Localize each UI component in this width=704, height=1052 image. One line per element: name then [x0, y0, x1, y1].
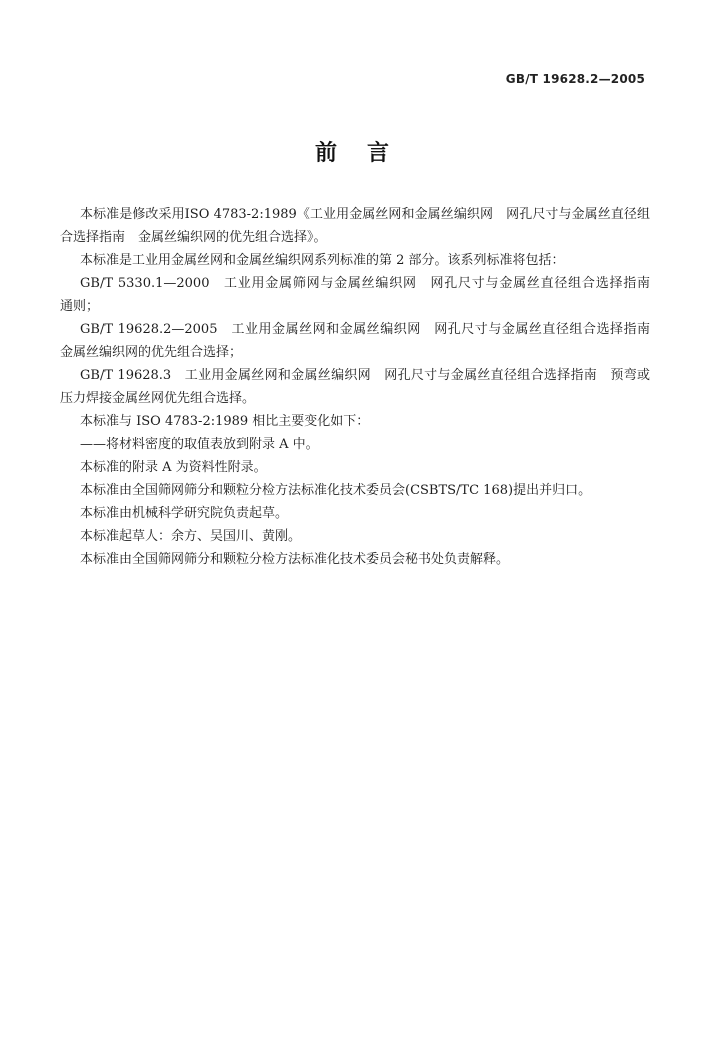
paragraph-change-item: ——将材料密度的取值表放到附录 A 中。: [80, 437, 319, 452]
paragraph-series-part-2: GB/T 19628.2—2005 工业用金属丝网和金属丝编织网 网孔尺寸与金属丝直径组合选择指南 金属丝编织网的优先组合选择；: [60, 322, 664, 360]
paragraph-proposer: 本标准由全国筛网筛分和颗粒分检方法标准化技术委员会(CSBTS/TC 168)提出并归口。: [80, 483, 592, 498]
paragraph-changes-intro: 本标准与 ISO 4783-2:1989 相比主要变化如下：: [80, 414, 370, 429]
paragraph-interpretation: 本标准由全国筛网筛分和颗粒分检方法标准化技术委员会秘书处负责解释。: [80, 552, 510, 567]
paragraph-series-part-3: GB/T 19628.3 工业用金属丝网和金属丝编织网 网孔尺寸与金属丝直径组合选择指南 预弯或压力焊接金属丝网优先组合选择。: [60, 368, 650, 406]
foreword-body: [60, 203, 664, 571]
paragraph-drafters: 本标准起草人：余方、吴国川、黄刚。: [80, 529, 302, 544]
paragraph-adoption: 本标准是修改采用ISO 4783-2:1989《工业用金属丝网和金属丝编织网 网孔尺寸与金属丝直径组合选择指南 金属丝编织网的优先组合选择》。: [60, 207, 650, 245]
standard-number: GB/T 19628.2—2005: [505, 72, 645, 86]
paragraph-series-part-1: GB/T 5330.1—2000 工业用金属筛网与金属丝编织网 网孔尺寸与金属丝直径组合选择指南 通则；: [60, 276, 664, 314]
paragraph-annex-note: 本标准的附录 A 为资料性附录。: [80, 460, 267, 475]
paragraph-series-intro: 本标准是工业用金属丝网和金属丝编织网系列标准的第 2 部分。该系列标准将包括：: [80, 253, 565, 268]
page-title: 前言: [314, 141, 419, 166]
paragraph-drafting-org: 本标准由机械科学研究院负责起草。: [80, 506, 289, 521]
